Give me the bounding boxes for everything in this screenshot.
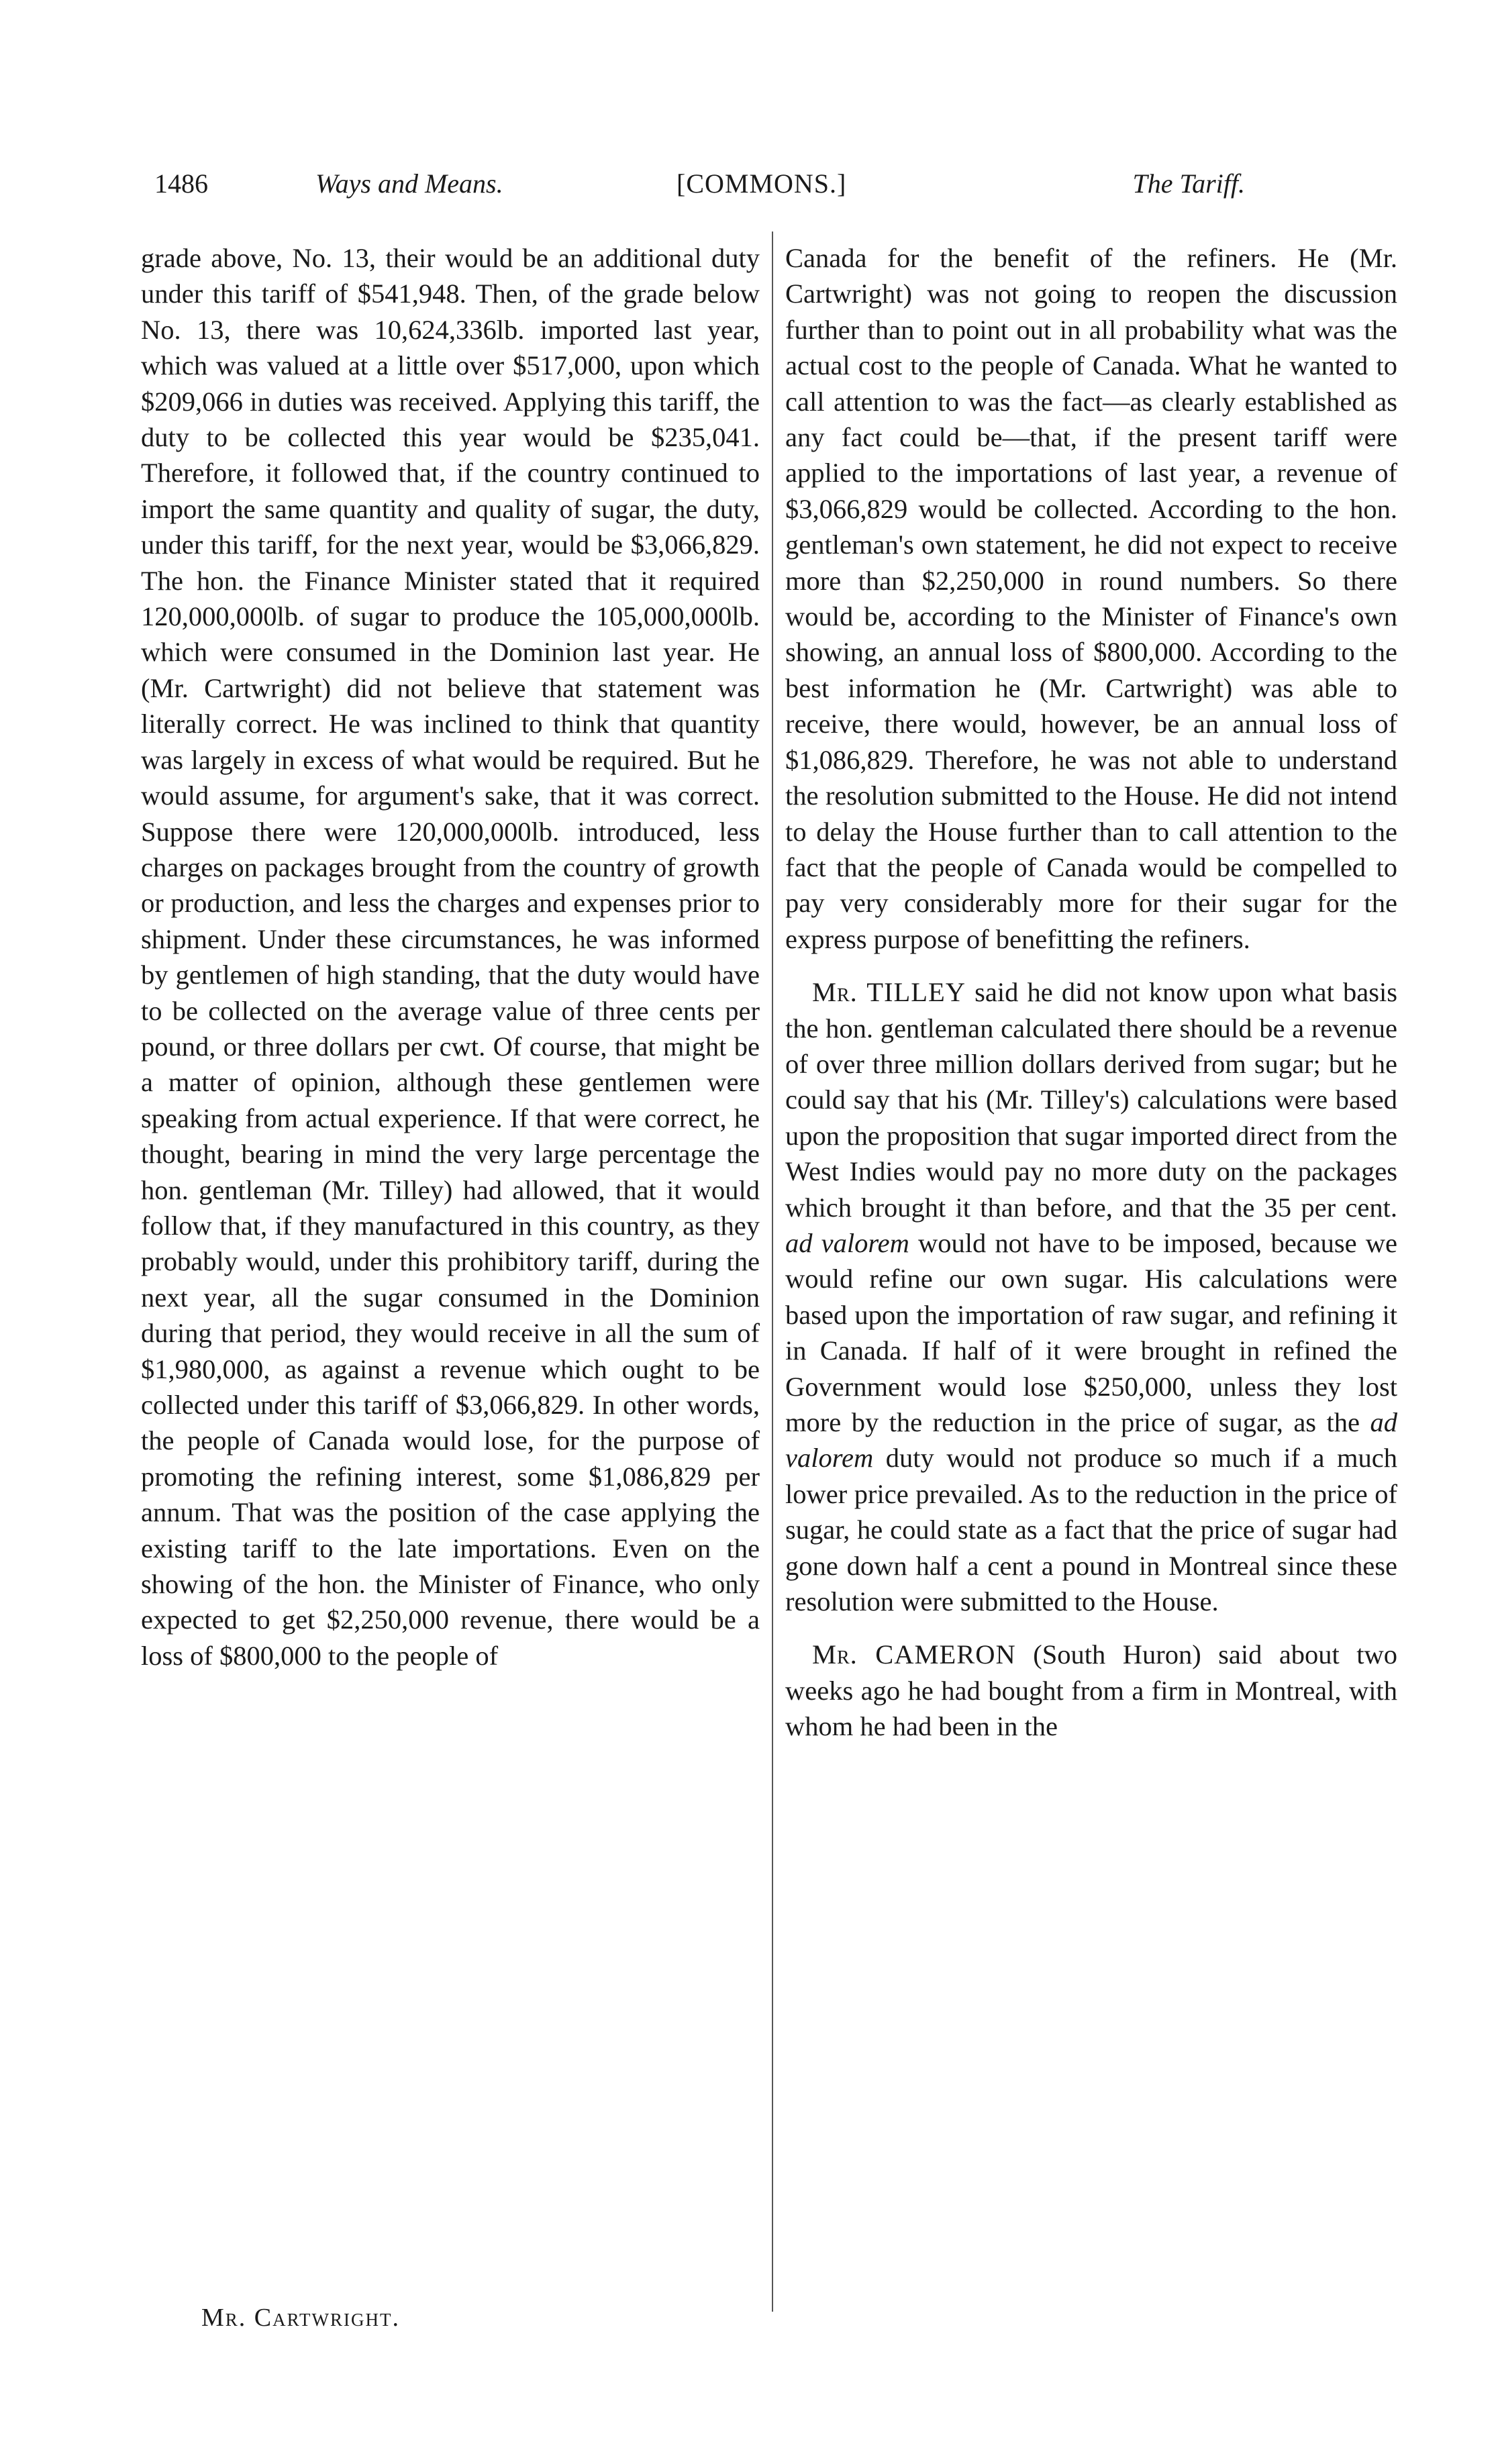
page-number: 1486 [154,168,208,199]
section-title: Ways and Means. [315,168,503,199]
cartwright-paragraph-continued: Canada for the benefit of the refiners. He (Mr. Cartwright) was not going to reopen the discussion further than to point out in all probability what was the actual cost to the people of Canada. What he wanted to call attention to was the fact—as clearly established as any fact could be—that, if the present tariff were applied to the importations of last year, a revenue of $3,066,829 would be collected. According to the hon. gentleman's own statement, he did not expect to receive more than $2,250,000 in round numbers. So there would be, according to the Minister of Finance's own showing, an annual loss of $800,000. According to the best information he (Mr. Cartwright) was able to receive, there would, however, be an annual loss of $1,086,829. Therefore, he was not able to understand the resolution submitted to the House. He did not intend to delay the House further than to call attention to the fact that the people of Canada would be compelled to pay very considerably more for their sugar for the express purpose of benefitting the refiners. [785,243,1397,954]
cartwright-paragraph: grade above, No. 13, their would be an additional duty under this tariff of $541,948. Then, of the grade below No. 13, there was 10,624,336lb. imported last year, which was valued at a little over $517,000, upon which $209,066 in duties was received. Applying this tariff, the duty to be collected this year would be $235,041. Therefore, it followed that, if the country continued to import the same quantity and quality of sugar, the duty, under this tariff, for the next year, would be $3,066,829. The hon. the Finance Minister stated that it required 120,000,000lb. of sugar to produce the 105,000,000lb. which were consumed in the Dominion last year. He (Mr. Cartwright) did not believe that statement was literally correct. He was inclined to think that quantity was largely in excess of what would be required. But he would assume, for argument's sake, that it was correct. Suppose there were 120,000,000lb. introduced, less charges on packages brought from the country of growth or production, and less the charges and expenses prior to shipment. Under these circumstances, he was informed by gentlemen of high standing, that the duty would have to be collected on the average value of three cents per pound, or three dollars per cwt. Of course, that might be a matter of opinion, although these gentlemen were speaking from actual experience. If that were correct, he thought, bearing in mind the very large percentage the hon. gentleman (Mr. Tilley) had allowed, that it would follow that, if they manufactured in this country, as they probably would, under this prohibitory tariff, during the next year, all the sugar consumed in the Dominion during that period, they would receive in all the sum of $1,980,000, as against a revenue which ought to be collected under this tariff of $3,066,829. In other words, the people of Canada would lose, for the purpose of promoting the refining interest, some $1,086,829 per annum. That was the position of the case applying the existing tariff to the late importations. Even on the showing of the hon. the Minister of Finance, who only expected to get $2,250,000 revenue, there would be a loss of $800,000 to the people of [141,243,760,1671]
tilley-paragraph [785,974,1397,1619]
cameron-paragraph [785,1637,1397,1744]
speaker-name: Mr. CAMERON [812,1639,1016,1670]
footer-speaker-catchword: Mr. Cartwright. [201,2304,400,2332]
tilley-text-1: said he did not know upon what basis the hon. gentleman calculated there should be a revenue of over three million dollars derived from sugar; but he could say that his (Mr. Tilley's) calculations were based upon the proposition that sugar imported direct from the West Indies would pay no more duty on the packages which brought it than before, and that the 35 per cent. [785,977,1397,1223]
right-column [785,240,1397,1745]
latin-phrase: ad valorem [785,1407,1397,1474]
column-divider [772,232,773,2312]
speaker-name: Mr. TILLEY [812,977,966,1008]
tilley-text-3: duty would not produce so much if a much lower price prevailed. As to the reduction in the price of sugar, he could state as a fact that the price of sugar had gone down half a cent a pound in Montreal since these resolution were submitted to the House. [785,1443,1398,1617]
house-title: [COMMONS.] [677,168,847,199]
cameron-text: (South Huron) said about two weeks ago he had bought from a firm in Montreal, with whom he had been in the [785,1639,1398,1742]
latin-phrase: ad valorem [785,1227,909,1258]
topic-title: The Tariff. [1132,168,1245,199]
left-column [141,240,760,1674]
tilley-text-2: would not have to be imposed, because we would refine our own sugar. His calculations were based upon the importation of raw sugar, and refining it in Canada. If half of it were brought in refined the Government would lose $250,000, unless they lost more by the reduction in the price of sugar, as the [785,1227,1397,1437]
running-header [154,168,1245,208]
